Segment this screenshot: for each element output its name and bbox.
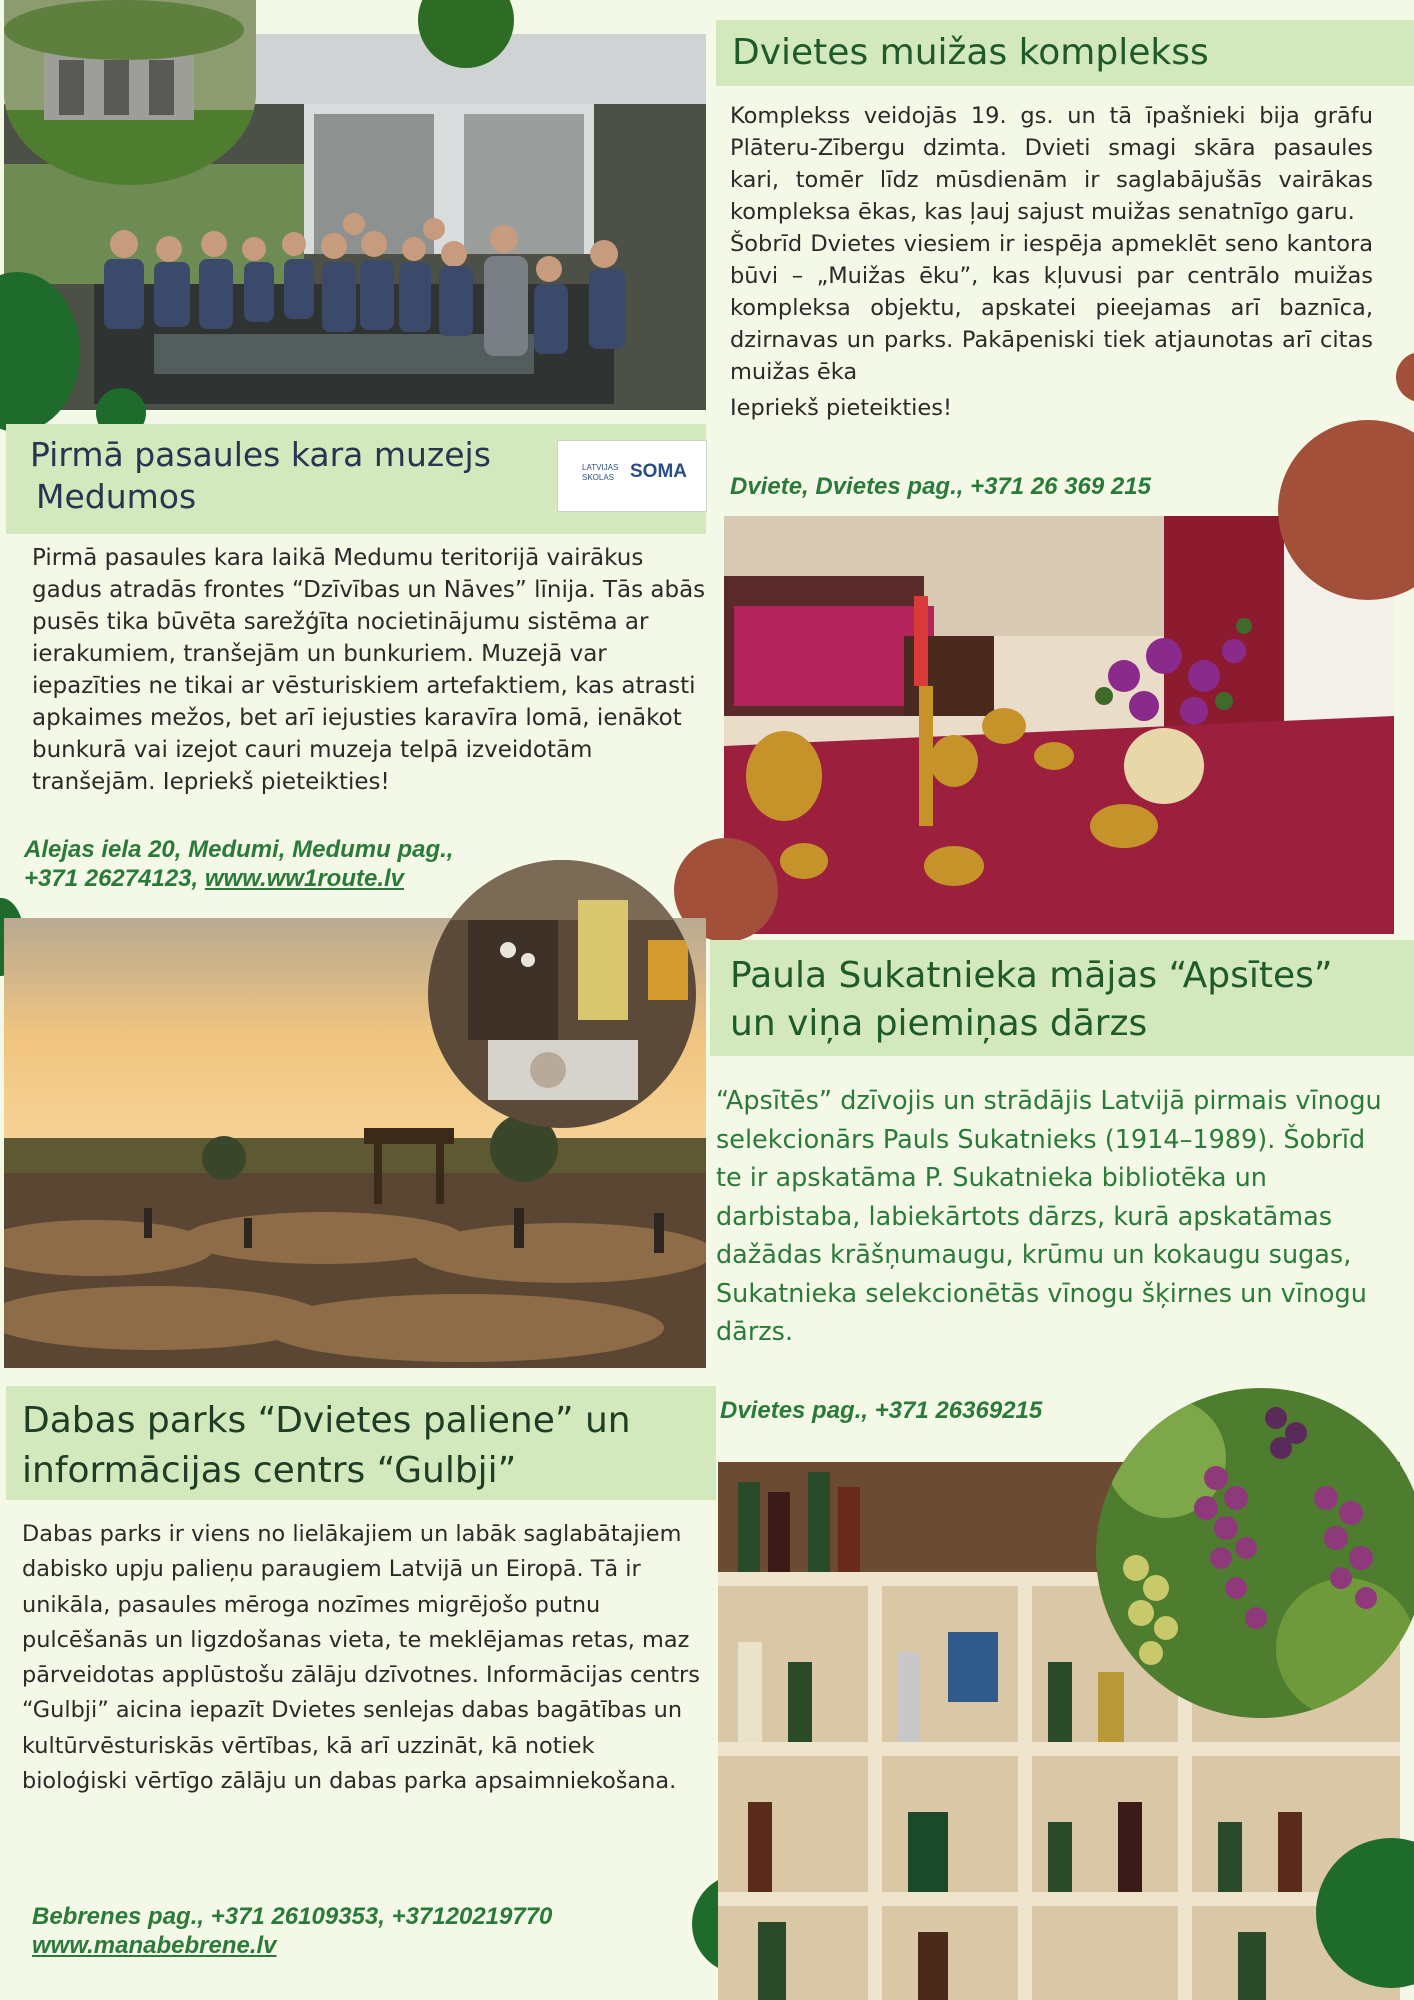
manor-contact: Dviete, Dvietes pag., +371 26 369 215 xyxy=(730,473,1151,500)
grapes-circle-photo xyxy=(1096,1388,1414,1718)
museum-title-line2: Medumos xyxy=(36,477,197,516)
manor-title: Dvietes muižas komplekss xyxy=(732,32,1209,73)
nature-park-phones: Bebrenes pag., +371 26109353, +37120219770 xyxy=(32,1903,553,1930)
rust-dot-right-small xyxy=(1396,352,1414,402)
nature-park-title-line1: Dabas parks “Dvietes paliene” un xyxy=(22,1400,631,1441)
manor-paragraph-2: Šobrīd Dvietes viesiem ir iespēja apmeklēt seno kantora būvi – „Muižas ēku”, kas kļuvusi par centrālo muižas kompleksa objektu, apskatei pieejamas arī baznīca, dzirnavas un parks. Pakāpeniski tiek atjaunotas arī citas muižas ēka xyxy=(730,231,1373,385)
shed-circle-photo xyxy=(428,860,696,1128)
sukatnieks-title xyxy=(730,952,1333,1048)
manor-paragraph-1: Komplekss veidojās 19. gs. un tā īpašnieki bija grāfu Plāteru-Zībergu dzimta. Dvieti smagi skāra pasaules kari, tomēr līdz mūsdienām ir saglabājušās vairākas kompleksa ēkas, kas ļauj sajust muižas senatnīgo garu. xyxy=(730,103,1373,225)
museum-title xyxy=(30,434,491,518)
sukatnieks-description: “Apsītēs” dzīvojis un strādājis Latvijā pirmais vīnogu selekcionārs Pauls Sukatnieks (1914–1989). Šobrīd te ir apskatāma P. Sukatnieka bibliotēka un darbistaba, labiekārtots dārzs, kurā apskatāmas dažādas krāšņumaugu, krūmu un kokaugu sugas, Sukatnieka selekcionētās vīnogu šķirnes un vīnogu dārzs. xyxy=(716,1086,1382,1347)
museum-address: Alejas iela 20, Medumi, Medumu pag., xyxy=(24,836,454,863)
museum-title-line1: Pirmā pasaules kara muzejs xyxy=(30,435,491,474)
sukatnieks-title-line1: Paula Sukatnieka mājas “Apsītes” xyxy=(730,955,1333,996)
logo-small-text: LATVIJAS SKOLAS xyxy=(582,463,619,482)
bunker-circle-photo xyxy=(4,0,256,185)
nature-park-contact xyxy=(32,1902,672,1960)
museum-website-link[interactable]: www.ww1route.lv xyxy=(204,865,405,892)
museum-phone: +371 26274123, xyxy=(24,865,199,892)
nature-park-website-link[interactable]: www.manabebrene.lv xyxy=(32,1932,277,1959)
nature-park-title xyxy=(22,1396,631,1496)
manor-description xyxy=(730,100,1373,424)
skolas-soma-logo xyxy=(557,440,707,512)
nature-park-description: Dabas parks ir viens no lielākajiem un labāk saglabātajiem dabisko upju palieņu paraugiem Latvijā un Eiropā. Tā ir unikāla, pasaules mēroga nozīmes migrējošo putnu pulcēšanās un ligzdošanas vieta, te meklējamas retas, maz pārveidotas applūstošu zālāju dzīvotnes. Informācijas centrs “Gulbji” aicina iepazīt Dvietes senlejas dabas bagātības un kultūrvēsturiskās vērtības, kā arī uzzināt, kā notiek bioloģiski vērtīgo zālāju un dabas parka apsaimniekošana. xyxy=(22,1521,700,1795)
sukatnieks-contact: Dvietes pag., +371 26369215 xyxy=(720,1397,1043,1424)
manor-paragraph-3: Iepriekš pieteikties! xyxy=(730,395,952,421)
sukatnieks-title-line2: un viņa piemiņas dārzs xyxy=(730,1003,1148,1044)
museum-description: Pirmā pasaules kara laikā Medumu teritorijā vairākus gadus atradās frontes “Dzīvības un Nāves” līnija. Tās abās pusēs tika būvēta sarežģīta nocietinājumu sistēma ar ierakumiem, tranšejām un bunkuriem. Muzejā var iepazīties ne tikai ar vēsturiskiem artefaktiem, kas atrasti apkaimes mežos, bet arī iejusties karavīra lomā, ienākot bunkurā vai izejot cauri muzeja telpā izveidotām tranšejām. Iepriekš pieteikties! xyxy=(32,545,706,795)
nature-park-title-line2: informācijas centrs “Gulbji” xyxy=(22,1450,517,1491)
logo-brand-text: SOMA xyxy=(630,461,687,482)
manor-interior-photo xyxy=(724,516,1394,934)
